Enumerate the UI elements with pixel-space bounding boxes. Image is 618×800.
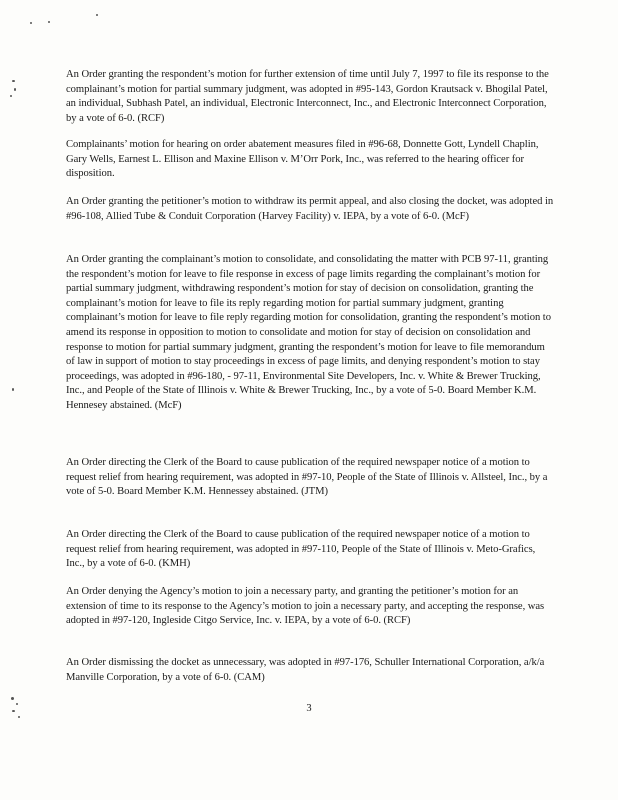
paragraph-order-97-120: An Order denying the Agency’s motion to join a necessary party, and granting the petitioner’s motion for an extension of time to its response to the Agency’s motion to join a necessary party, and accepting the response, was adopted in #97-120, Ingleside Citgo Service, Inc. v. IEPA, by a vote of 6-0. (RCF) (66, 586, 545, 627)
scan-artifact (48, 21, 50, 23)
scan-artifact (10, 95, 12, 97)
scan-artifact (12, 388, 14, 391)
paragraph-order-97-110: An Order directing the Clerk of the Board to cause publication of the required newspaper notice of a motion to request relief from hearing requirement, was adopted in #97-110, People of the State of Illinois v. Meto-Grafics, Inc., by a vote of 6-0. (KMH) (66, 529, 536, 570)
paragraph-order-97-10: An Order directing the Clerk of the Board to cause publication of the required newspaper notice of a motion to request relief from hearing requirement, was adopted in #97-10, People of the State of Illinois v. Allsteel, Inc., by a vote of 5-0. Board Member K.M. Hennessey abstained. (JTM) (66, 457, 548, 498)
scan-artifact (18, 716, 20, 718)
scan-artifact (30, 22, 32, 24)
paragraph-order-95-143: An Order granting the respondent’s motion for further extension of time until July 7, 1997 to file its response to the complainant’s motion for partial summary judgment, was adopted in #95-143, Gordon Krautsack v. Bhogilal Patel, an individual, Subhash Patel, an individual, Electronic Interconnect, Inc., and Electronic Interconnect Corporation, by a vote of 6-0. (RCF) (66, 69, 549, 124)
paragraph-order-96-180: An Order granting the complainant’s motion to consolidate, and consolidating the matter with PCB 97-11, granting the respondent’s motion for leave to file response in excess of page limits regarding the complainant’s motion for partial summary judgment, withdrawing respondent’s motion for stay of decision on consolidation, granting the complainant’s motion for leave to file its reply regarding motion for partial summary judgment, granting complainant’s motion for leave to file reply regarding motion for consolidation, granting the respondent’s motion to amend its response in opposition to motion to consolidate and motion for stay of decision on consolidation and response to motion for partial summary judgment, granting the respondent’s motion for leave to file memorandum of law in support of motion to stay proceedings in excess of page limits, and denying respondent’s motion to stay proceedings, was adopted in #96-180, - 97-11, Environmental Site Developers, Inc. v. White & Brewer Trucking, Inc., and People of the State of Illinois v. White & Brewer Trucking, Inc., by a vote of 5-0. Board Member K.M. Hennesey abstained. (McF) (66, 254, 551, 411)
scan-artifact (12, 80, 15, 82)
paragraph-motion-96-68: Complainants’ motion for hearing on order abatement measures filed in #96-68, Donnette Gott, Lyndell Chaplin, Gary Wells, Earnest L. Ellison and Maxine Ellison v. M’Orr Pork, Inc., was referred to the hearing officer for disposition. (66, 139, 539, 180)
scan-artifact (14, 88, 16, 91)
paragraph-order-97-176: An Order dismissing the docket as unnecessary, was adopted in #97-176, Schuller International Corporation, a/k/a Manville Corporation, by a vote of 6-0. (CAM) (66, 657, 545, 683)
paragraph-order-96-108: An Order granting the petitioner’s motion to withdraw its permit appeal, and also closing the docket, was adopted in #96-108, Allied Tube & Conduit Corporation (Harvey Facility) v. IEPA, by a vote of 6-0. (McF) (66, 196, 554, 222)
scan-artifact (96, 14, 98, 16)
scan-artifact (11, 697, 14, 700)
page-number: 3 (306, 703, 312, 714)
